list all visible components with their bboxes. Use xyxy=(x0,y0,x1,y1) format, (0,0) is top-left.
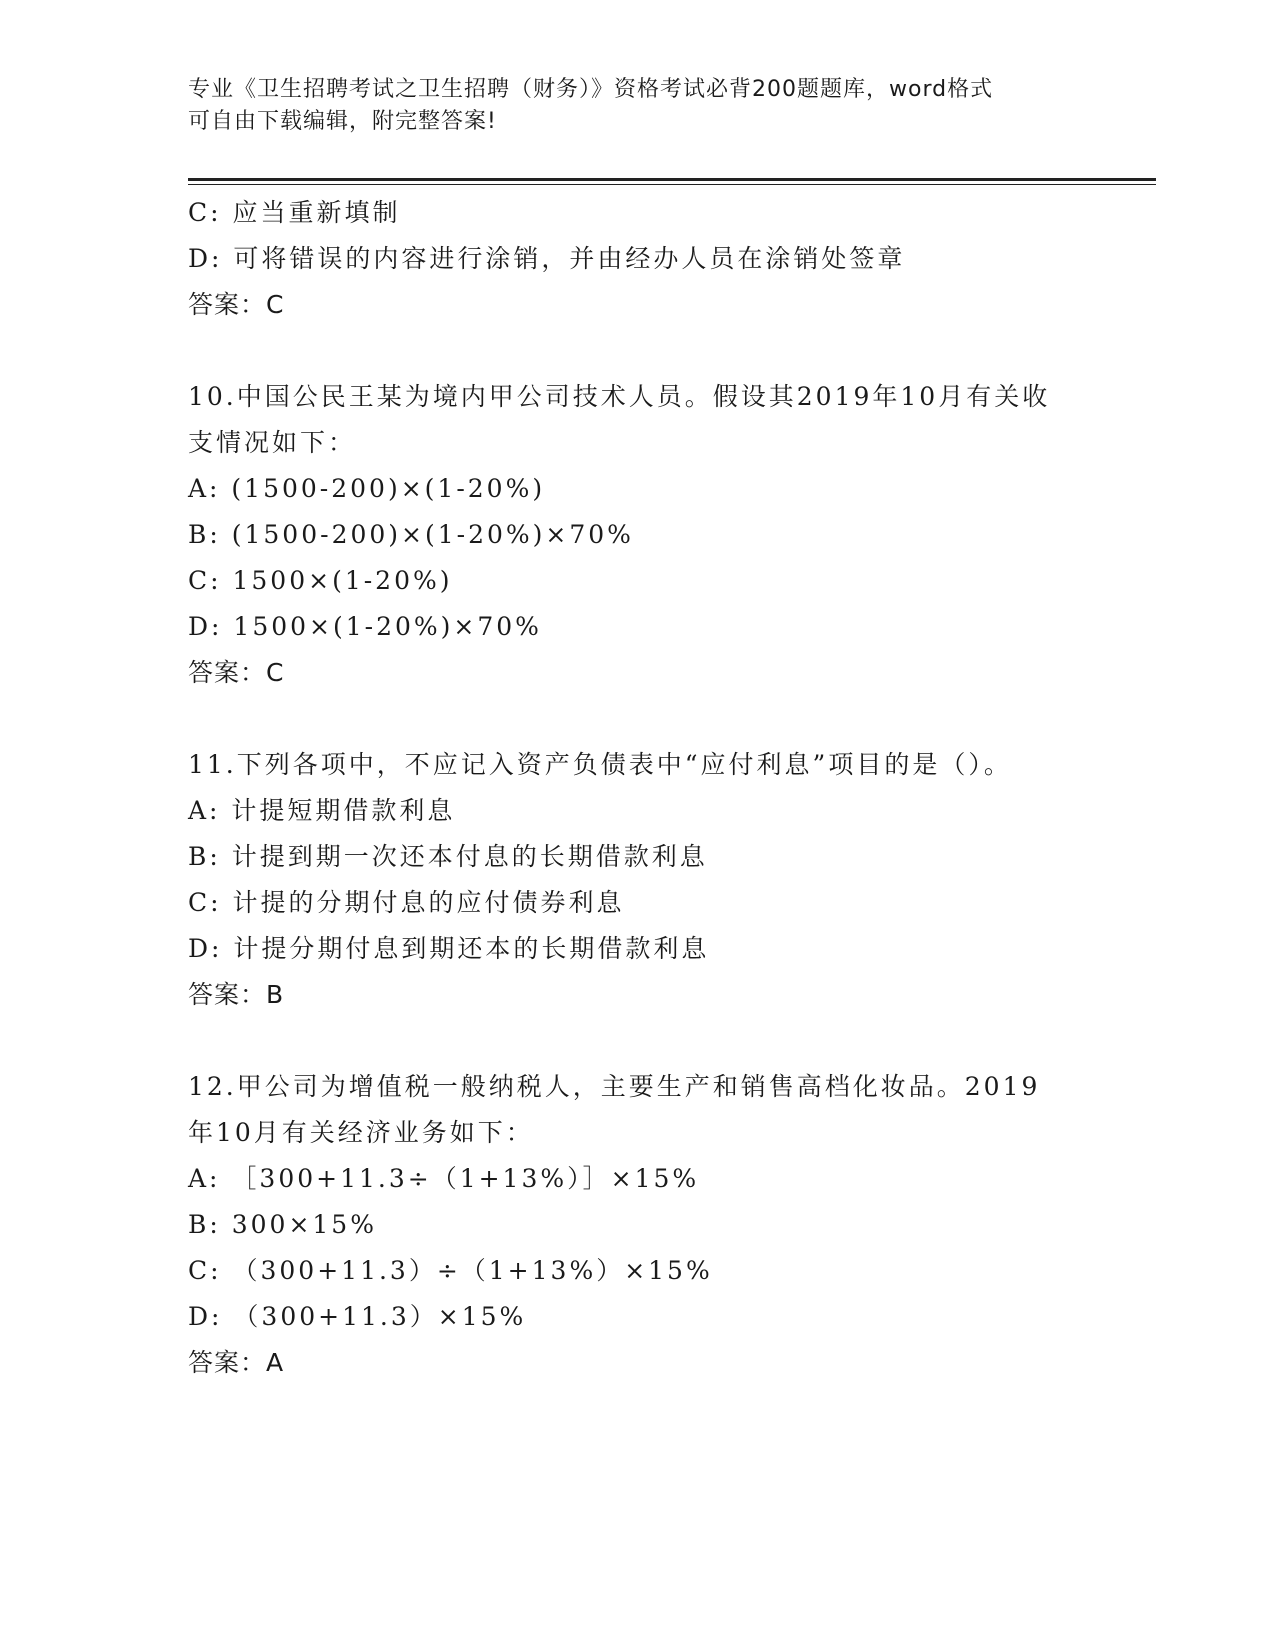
q12-option-a: A: ［300+11.3÷（1+13%）］×15% xyxy=(188,1164,700,1193)
q10-option-a: A: (1500-200)×(1-20%) xyxy=(188,474,546,503)
q12-option-d: D: （300+11.3）×15% xyxy=(188,1302,527,1331)
q10-answer: 答案：C xyxy=(188,658,285,687)
q11-option-c: C: 计提的分期付息的应付债券利息 xyxy=(188,888,625,917)
header-line-2: 可自由下载编辑，附完整答案! xyxy=(188,109,497,134)
q10-stem-line-1: 10.中国公民王某为境内甲公司技术人员。假设其2019年10月有关收 xyxy=(188,382,1051,411)
spacer xyxy=(188,1018,1088,1064)
header-divider-thick xyxy=(188,178,1156,181)
spacer xyxy=(188,696,1088,742)
question-9-fragment xyxy=(188,190,1088,328)
q11-option-b: B: 计提到期一次还本付息的长期借款利息 xyxy=(188,842,708,871)
q10-option-b: B: (1500-200)×(1-20%)×70% xyxy=(188,520,634,549)
q10-option-d: D: 1500×(1-20%)×70% xyxy=(188,612,542,641)
q9-option-c: C: 应当重新填制 xyxy=(188,198,401,227)
question-11 xyxy=(188,742,1088,1018)
q11-option-d: D: 计提分期付息到期还本的长期借款利息 xyxy=(188,934,710,963)
document-header xyxy=(188,74,1088,138)
q12-stem-line-2: 年10月有关经济业务如下： xyxy=(188,1118,534,1147)
q11-answer: 答案：B xyxy=(188,980,285,1009)
spacer xyxy=(188,328,1088,374)
q12-option-c: C: （300+11.3）÷（1+13%）×15% xyxy=(188,1256,713,1285)
header-line-1: 专业《卫生招聘考试之卫生招聘（财务）》资格考试必背200题题库，word格式 xyxy=(188,77,994,102)
question-10 xyxy=(188,374,1088,696)
q11-option-a: A: 计提短期借款利息 xyxy=(188,796,456,825)
q9-option-d: D: 可将错误的内容进行涂销，并由经办人员在涂销处签章 xyxy=(188,244,906,273)
question-list xyxy=(188,190,1088,1386)
q12-answer: 答案：A xyxy=(188,1348,285,1377)
q10-stem-line-2: 支情况如下： xyxy=(188,428,357,457)
header-divider-thin xyxy=(188,184,1156,185)
q12-option-b: B: 300×15% xyxy=(188,1210,377,1239)
question-12 xyxy=(188,1064,1088,1386)
q9-answer: 答案：C xyxy=(188,290,285,319)
q11-stem-line-1: 11.下列各项中，不应记入资产负债表中“应付利息”项目的是（）。 xyxy=(188,750,1012,779)
q10-option-c: C: 1500×(1-20%) xyxy=(188,566,453,595)
q12-stem-line-1: 12.甲公司为增值税一般纳税人，主要生产和销售高档化妆品。2019 xyxy=(188,1072,1041,1101)
